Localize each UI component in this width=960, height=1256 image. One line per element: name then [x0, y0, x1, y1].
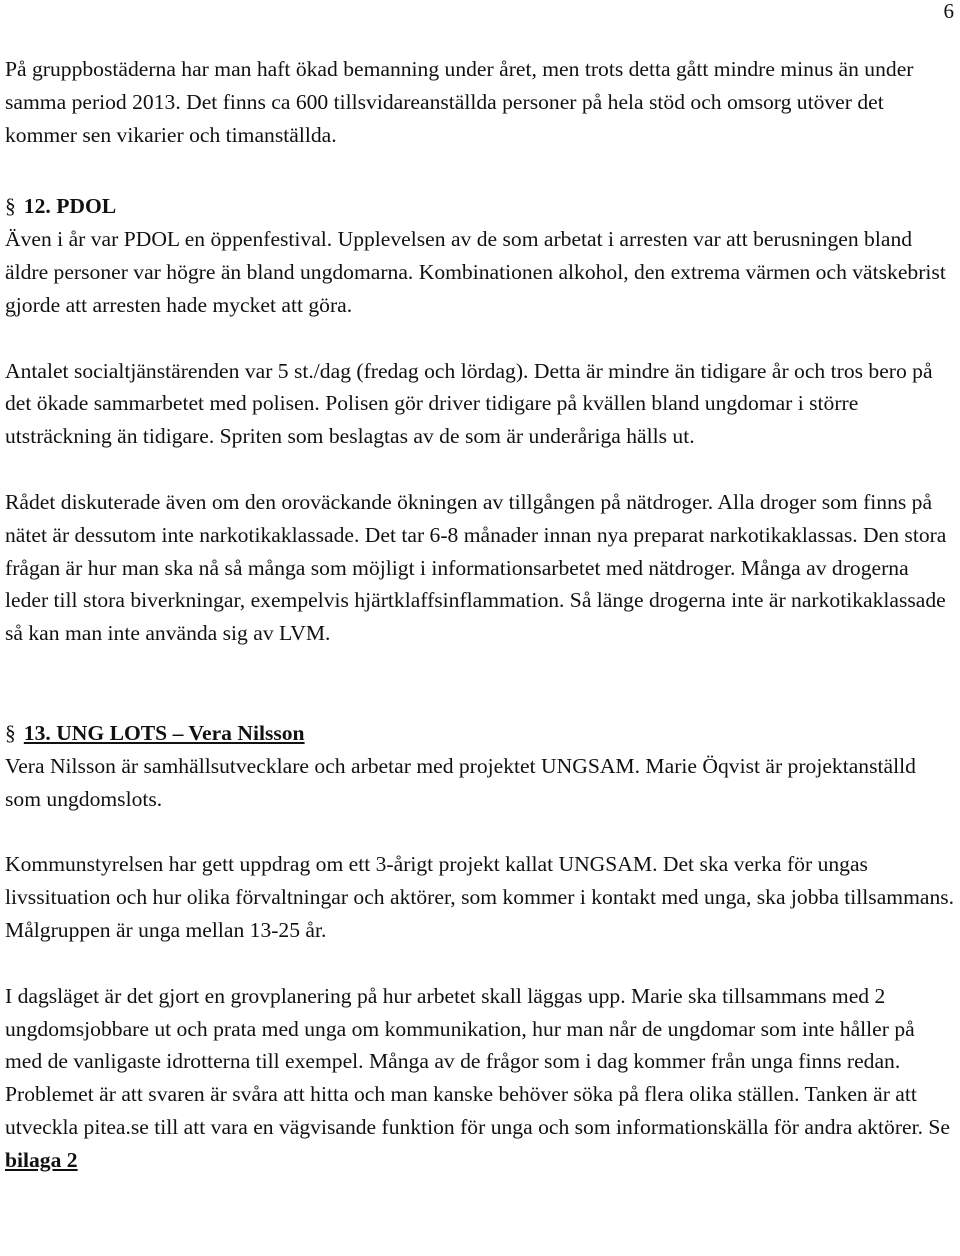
section-13-paragraph-3-text: I dagsläget är det gjort en grovplanering på hur arbetet skall läggas upp. Marie ska tillsammans med 2 ungdomsjobbare ut och prata med unga om kommunikation, hur man når de ungdomar som inte håller på med de vanligaste idrotterna till exempel. Många av de frågor som i dag kommer från unga finns redan. Problemet är att svaren är svåra att hitta och man kanske behöver söka på flera olika ställen. Tanken är att utveckla pitea.se till att vara en vägvisande funktion för unga och som informationskälla för andra aktörer. Se [5, 983, 951, 1139]
page-number: 6 [943, 0, 954, 23]
section-12-paragraph-1: Även i år var PDOL en öppenfestival. Upplevelsen av de som arbetat i arresten var att berusningen bland äldre personer var högre än bland ungdomarna. Kombinationen alkohol, den extrema värmen och vätskebrist gjorde att arresten hade mycket att göra. [5, 227, 946, 317]
attachment-link[interactable]: bilaga 2 [5, 1147, 78, 1172]
section-sign: § [5, 720, 16, 745]
section-12-heading [5, 190, 955, 223]
section-13-heading [5, 717, 955, 750]
section-12-paragraph-2: Antalet socialtjänstärenden var 5 st./dag (fredag och lördag). Detta är mindre än tidigare år och tros bero på det ökade sammarbetet med polisen. Polisen gör driver tidigare på kvällen bland ungdomar i större utsträckning än tidigare. Spriten som beslagtas av de som är underåriga hälls ut. [5, 358, 933, 449]
section-13-paragraph-1: Vera Nilsson är samhällsutvecklare och arbetar med projektet UNGSAM. Marie Öqvist är projektanställd som ungdomslots. [5, 753, 916, 811]
section-13-title: 13. UNG LOTS – Vera Nilsson [23, 720, 305, 745]
document-body [5, 53, 955, 1177]
section-12-paragraph-3: Rådet diskuterade även om den oroväckande ökningen av tillgången på nätdroger. Alla droger som finns på nätet är dessutom inte narkotikaklassade. Det tar 6-8 månader innan nya preparat narkotikaklassas. Den stora frågan är hur man ska nå så många som möjligt i informationsarbetet med nätdroger. Många av drogerna leder till stora biverkningar, exempelvis hjärtklaffsinflammation. Så länge drogerna inte är narkotikaklassade så kan man inte använda sig av LVM. [5, 489, 947, 646]
section-13-paragraph-2: Kommunstyrelsen har gett uppdrag om ett 3-årigt projekt kallat UNGSAM. Det ska verka för ungas livssituation och hur olika förvaltningar och aktörer, som kommer i kontakt med unga, ska jobba tillsammans. Målgruppen är unga mellan 13-25 år. [5, 852, 955, 942]
section-13-paragraph-3 [5, 980, 955, 1177]
intro-paragraph: På gruppbostäderna har man haft ökad bemanning under året, men trots detta gått mindre minus än under samma period 2013. Det finns ca 600 tillsvidareanställda personer på hela stöd och omsorg utöver det kommer sen vikarier och timanställda. [5, 57, 914, 147]
section-sign: § [5, 194, 16, 219]
section-12-title: 12. PDOL [23, 194, 117, 219]
